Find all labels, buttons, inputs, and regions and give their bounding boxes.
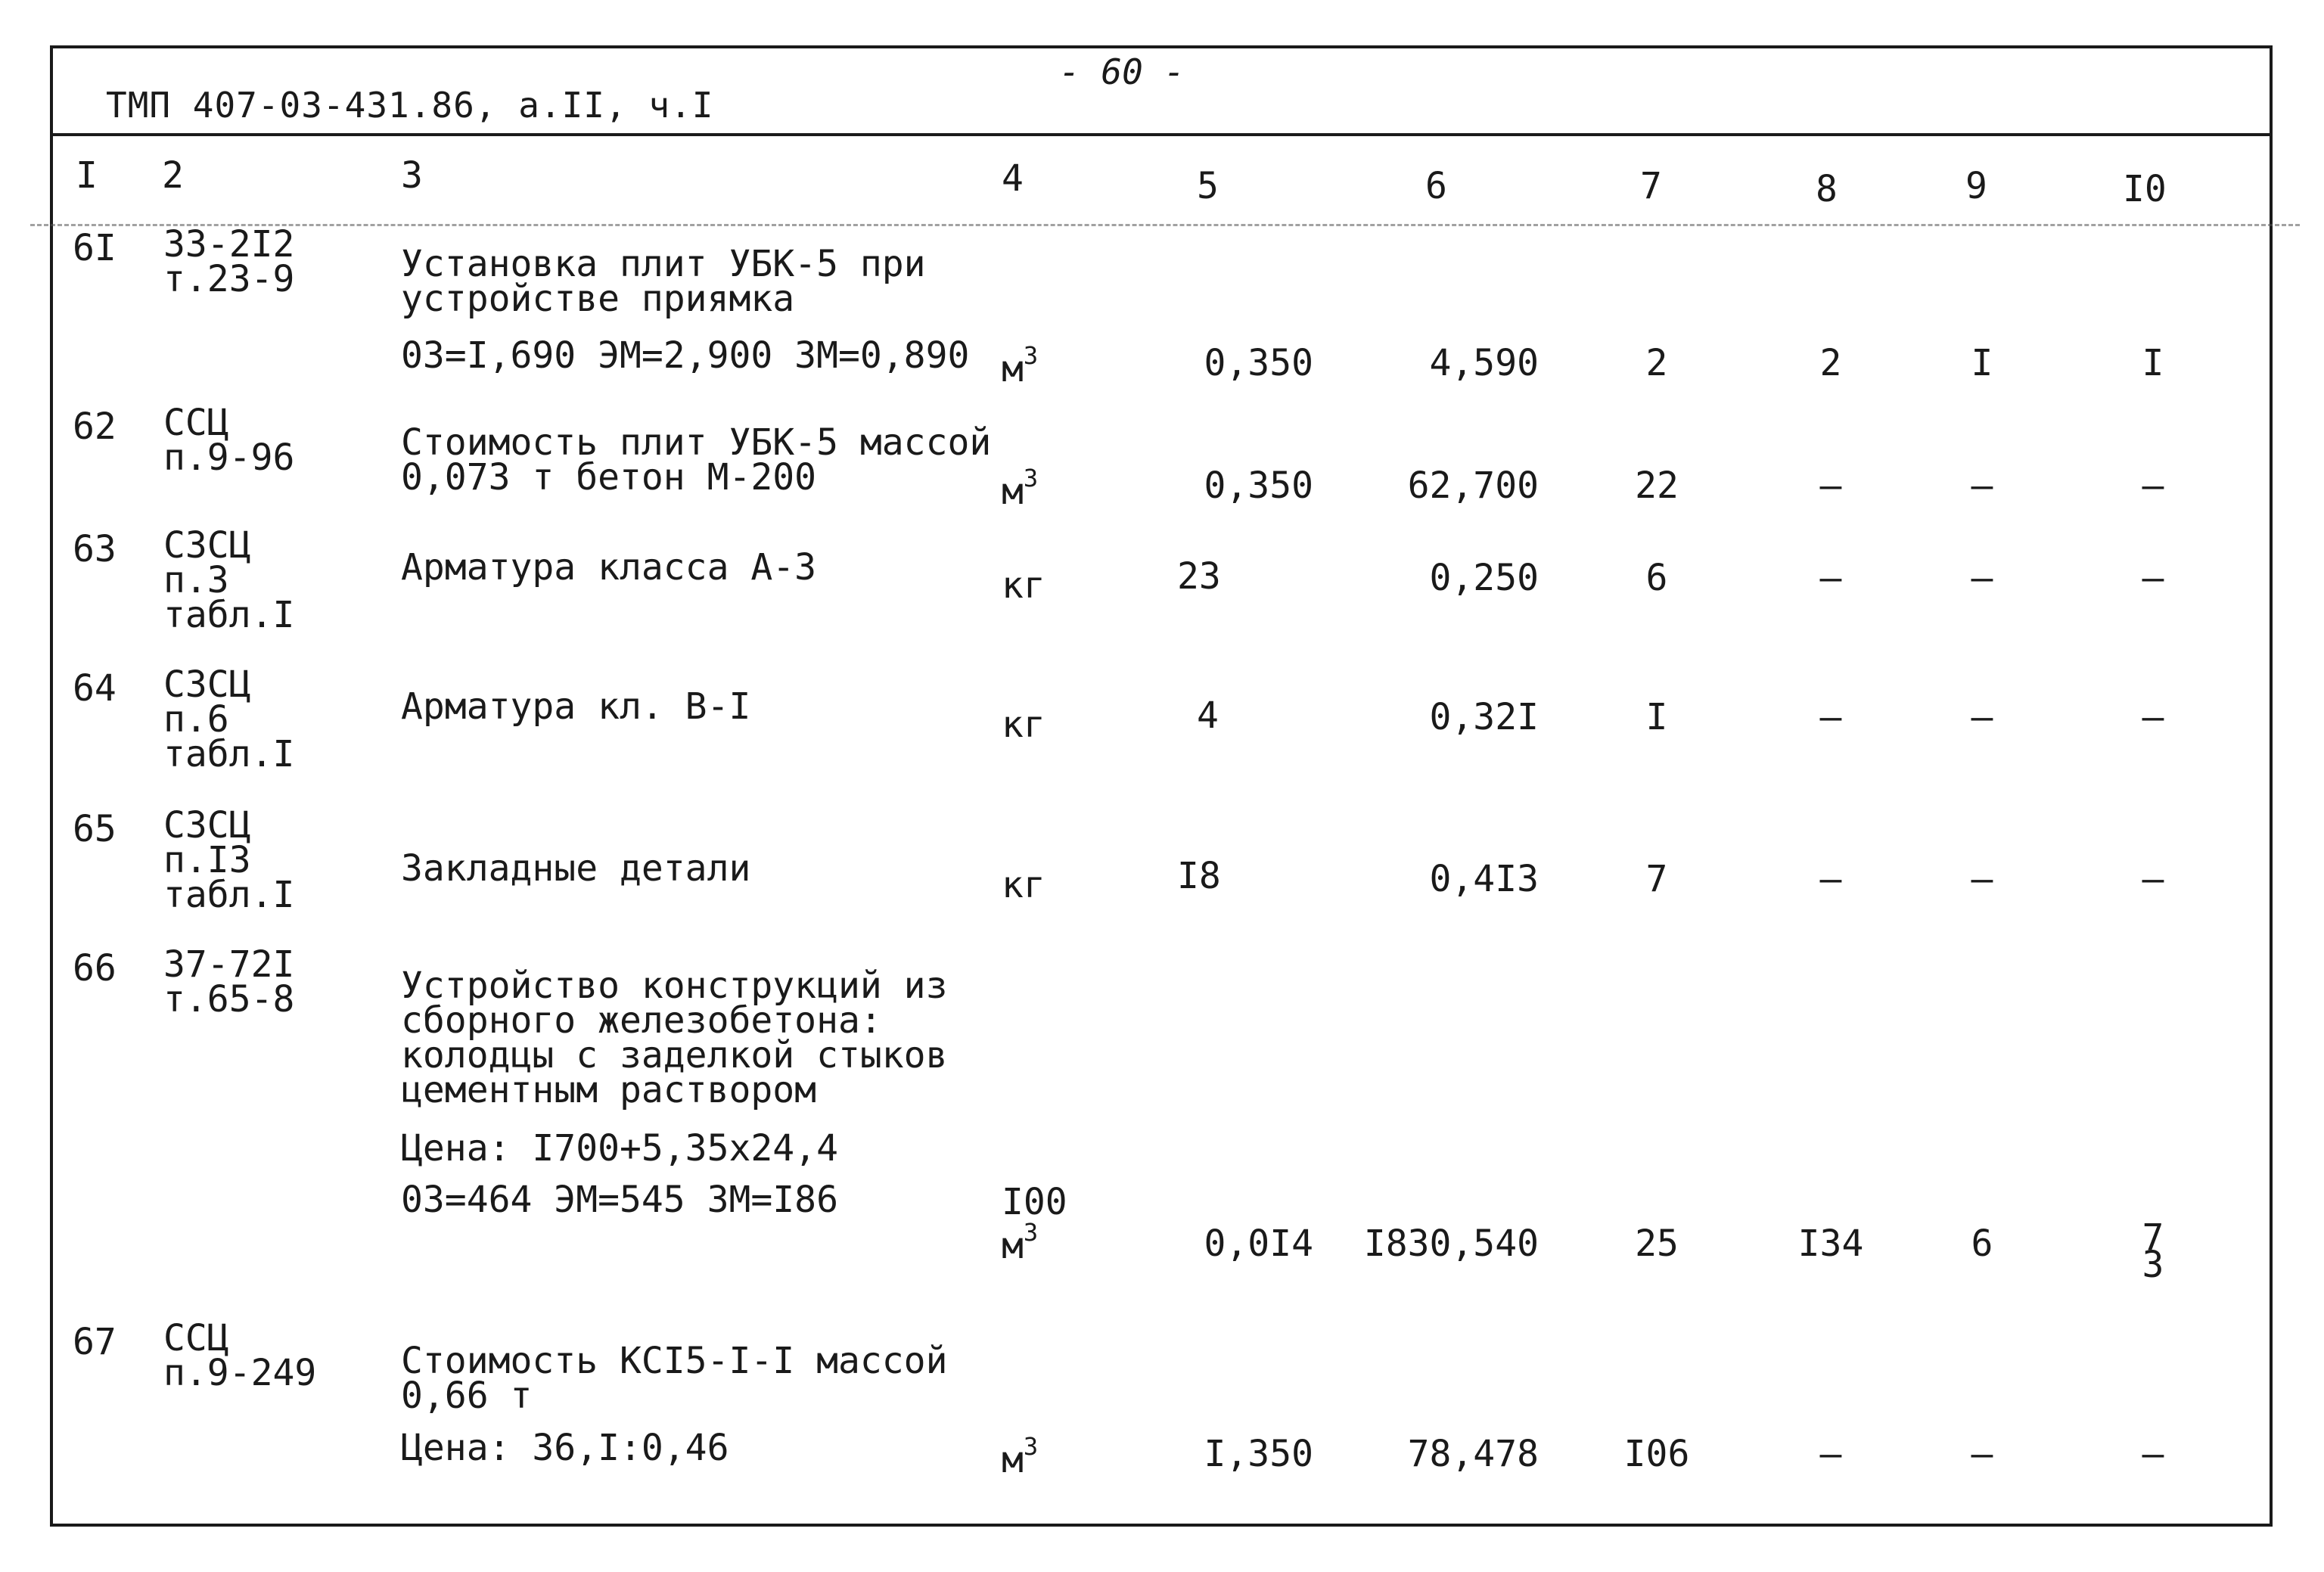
row-extra-line: 03=464 ЭМ=545 ЗМ=I86	[401, 1179, 838, 1221]
row-extra-line: Цена: 36,I:0,46	[401, 1427, 729, 1469]
col-header-8: 8	[1816, 168, 1838, 210]
row-unit-price: 0,32I	[1429, 696, 1539, 738]
row-quantity: 23	[1177, 555, 1221, 598]
row-reference: ССЦ п.9-249	[163, 1317, 317, 1394]
row-col-9: 6	[1971, 1222, 1993, 1265]
row-total: I06	[1623, 1433, 1690, 1475]
row-description: Стоимость плит УБК-5 массой 0,073 т бетон М-200	[401, 421, 992, 499]
row-number: 66	[73, 947, 117, 989]
document-code: ТМП 407-03-431.86, а.II, ч.I	[106, 85, 714, 126]
row-quantity: 0,0I4	[1204, 1222, 1313, 1265]
row-description: Устройство конструкций из сборного железобетона: колодцы с заделкой стыков цементным раствором	[401, 965, 948, 1111]
row-total: 6	[1645, 557, 1668, 599]
row-unit: $м^3$	[1002, 1432, 1039, 1481]
row-number: 64	[73, 667, 117, 710]
row-col-8: —	[1819, 1433, 1842, 1475]
page-number: - 60 -	[1059, 51, 1185, 92]
row-col-9: —	[1971, 557, 1993, 599]
row-total: 25	[1635, 1222, 1679, 1265]
row-reference: 37-72I т.65-8	[163, 943, 295, 1021]
header-divider	[50, 133, 2273, 136]
row-quantity: 0,350	[1204, 464, 1313, 507]
col-header-9: 9	[1965, 165, 1987, 207]
row-number: 6I	[73, 227, 117, 269]
row-col-10: —	[2142, 696, 2164, 738]
col-header-10: I0	[2123, 168, 2167, 210]
row-reference: ССЦ п.9-96	[163, 402, 295, 479]
col-header-1: I	[76, 154, 98, 197]
row-col-9: —	[1971, 696, 1993, 738]
row-total: 7	[1645, 858, 1668, 900]
row-reference: СЗСЦ п.3 табл.I	[163, 524, 295, 636]
column-header-divider	[30, 224, 2300, 226]
table-frame	[50, 45, 2273, 1527]
row-col-10: —	[2142, 464, 2164, 507]
row-unit: кг	[1002, 564, 1045, 607]
row-col-8: 2	[1819, 342, 1842, 384]
row-total: I	[1645, 696, 1668, 738]
row-unit-price: 78,478	[1407, 1433, 1539, 1475]
row-number: 65	[73, 808, 117, 850]
row-unit: I00 $м^3$	[1002, 1181, 1067, 1267]
row-reference: СЗСЦ п.6 табл.I	[163, 663, 295, 775]
col-header-4: 4	[1002, 157, 1024, 200]
row-unit-price: I830,540	[1363, 1222, 1539, 1265]
row-description: Арматура кл. В-I	[401, 685, 751, 728]
row-total: 2	[1645, 342, 1668, 384]
row-reference: СЗСЦ п.I3 табл.I	[163, 804, 295, 916]
row-reference: 33-2I2 т.23-9	[163, 223, 295, 300]
row-quantity: 0,350	[1204, 342, 1313, 384]
row-col-8: —	[1819, 858, 1842, 900]
row-unit-price: 62,700	[1407, 464, 1539, 507]
row-number: 62	[73, 405, 117, 448]
row-col-10: —	[2142, 858, 2164, 900]
row-col-10: 7 3	[2142, 1216, 2164, 1286]
row-number: 67	[73, 1321, 117, 1363]
row-col-8: —	[1819, 464, 1842, 507]
row-unit: $м^3$	[1002, 464, 1039, 513]
row-col-9: —	[1971, 464, 1993, 507]
row-col-8: —	[1819, 696, 1842, 738]
row-unit: кг	[1002, 864, 1045, 906]
row-unit: кг	[1002, 704, 1045, 746]
row-description: Закладные детали	[401, 847, 751, 890]
row-unit-price: 0,4I3	[1429, 858, 1539, 900]
row-col-9: —	[1971, 858, 1993, 900]
col-header-7: 7	[1640, 165, 1662, 207]
row-col-9: I	[1971, 342, 1993, 384]
row-number: 63	[73, 528, 117, 570]
col-header-3: 3	[401, 154, 423, 197]
row-col-9: —	[1971, 1433, 1993, 1475]
row-quantity: I,350	[1204, 1433, 1313, 1475]
col-header-5: 5	[1197, 165, 1219, 207]
row-description: Установка плит УБК-5 при устройстве приямка	[401, 243, 926, 320]
row-unit-price: 4,590	[1429, 342, 1539, 384]
row-extra-line: 03=I,690 ЭМ=2,900 ЗМ=0,890	[401, 334, 970, 377]
row-col-10: —	[2142, 557, 2164, 599]
row-quantity: 4	[1197, 694, 1219, 737]
row-quantity: I8	[1177, 855, 1221, 897]
row-description: Стоимость КСI5-I-I массой 0,66 т	[401, 1340, 948, 1417]
row-col-10: I	[2142, 342, 2164, 384]
row-col-8: I34	[1797, 1222, 1864, 1265]
row-col-10: —	[2142, 1433, 2164, 1475]
row-unit: $м^3$	[1002, 341, 1039, 390]
col-header-6: 6	[1425, 165, 1447, 207]
col-header-2: 2	[162, 154, 184, 197]
row-col-8: —	[1819, 557, 1842, 599]
row-description: Арматура класса А-3	[401, 546, 817, 589]
row-extra-line: Цена: I700+5,35х24,4	[401, 1127, 838, 1170]
row-unit-price: 0,250	[1429, 557, 1539, 599]
row-total: 22	[1635, 464, 1679, 507]
